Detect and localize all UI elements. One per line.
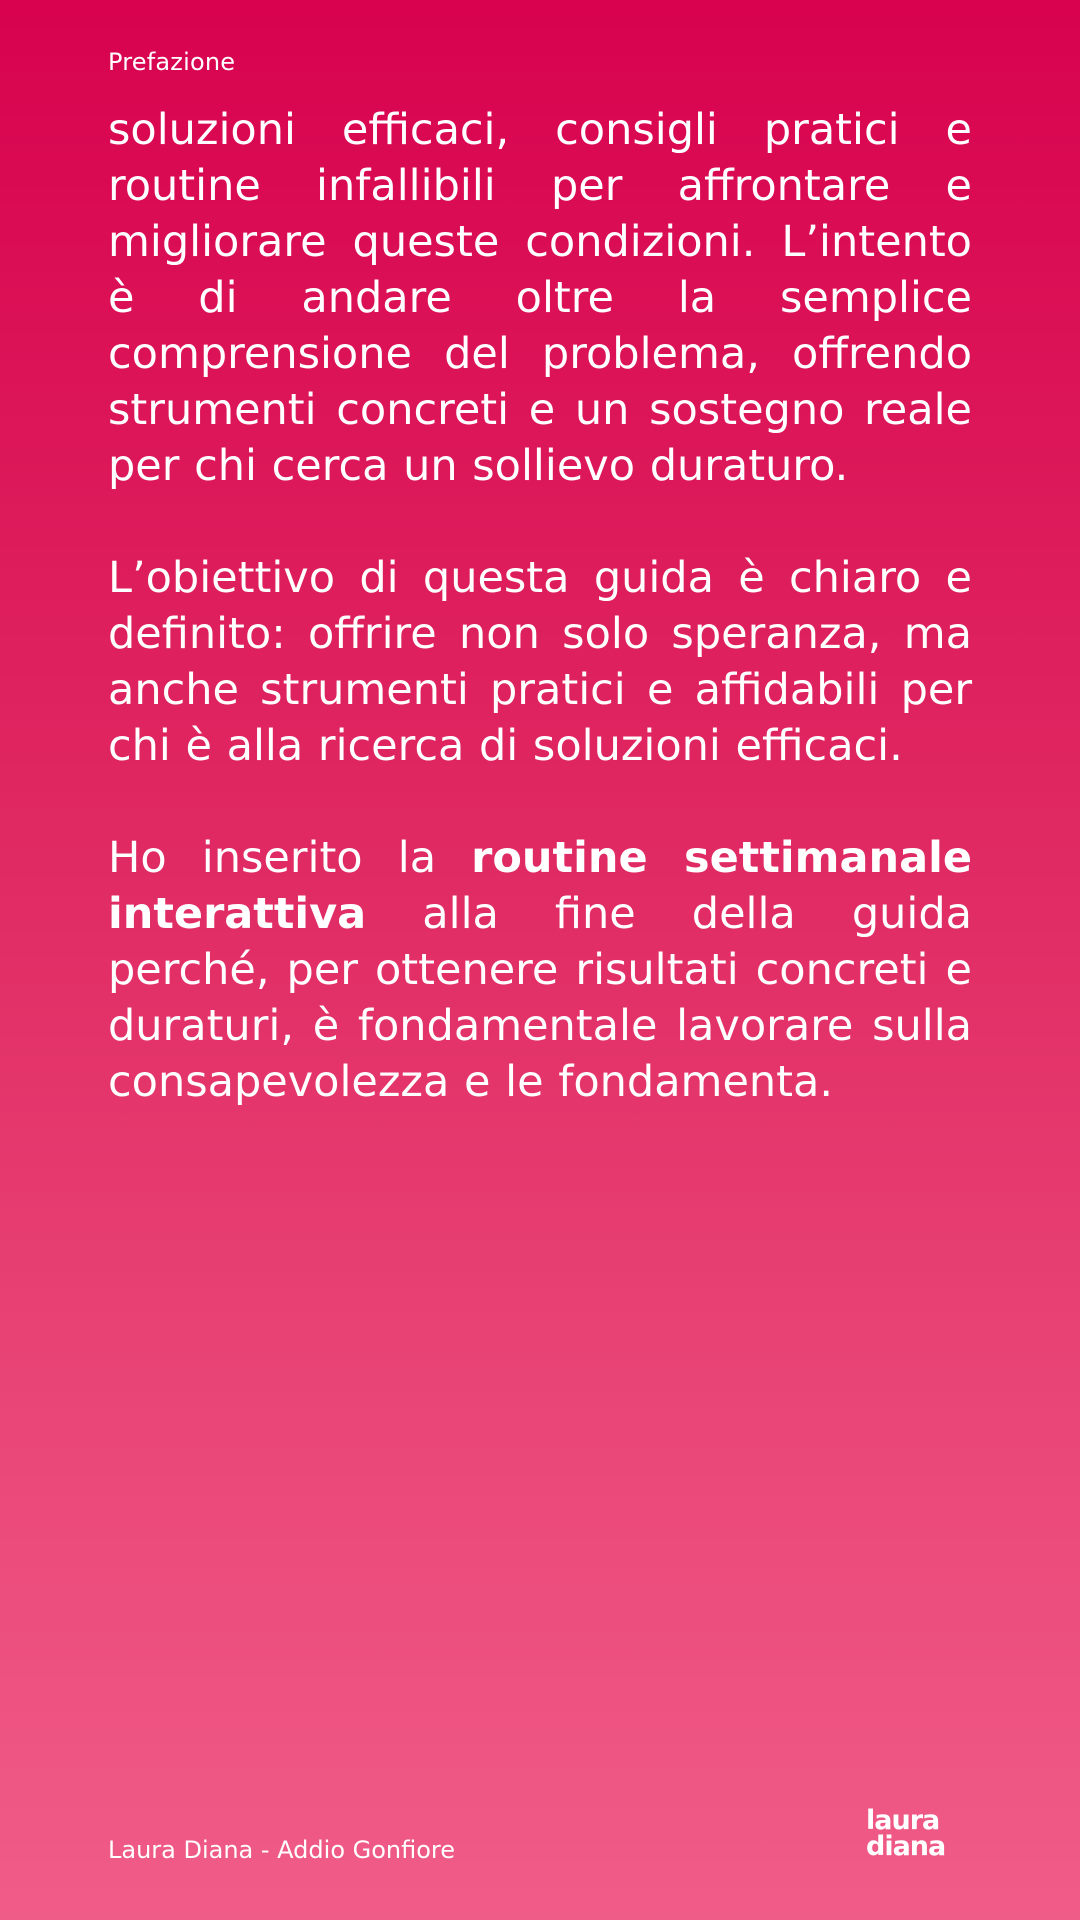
paragraph-1: soluzioni efficaci, consigli pratici e routine infallibili per affrontare e migliorare queste condizioni. L’intento è di andare oltre la semplice comprensione del problema, offrendo strumenti concreti e un sostegno reale per chi cerca un sollievo duraturo. — [108, 105, 972, 491]
brand-logo — [866, 1805, 962, 1864]
paragraph-3-end: alla fine della guida perché, per ottenere risultati concreti e duraturi, è fondamentale lavorare sulla consapevolezza e le fondamenta. — [108, 889, 972, 1107]
logo-line-2: diana — [866, 1831, 946, 1862]
logo-line-1: laura — [866, 1805, 940, 1836]
body-text — [108, 102, 972, 1166]
paragraph-3 — [108, 830, 972, 1110]
paragraph-3-emphasis: routine settimanale interattiva — [108, 833, 972, 939]
paragraph-2: L’obiettivo di questa guida è chiaro e definito: offrire non solo speranza, ma anche strumenti pratici e affidabili per chi è alla ricerca di soluzioni efficaci. — [108, 553, 972, 771]
paragraph-3-start: Ho inserito la — [108, 833, 472, 883]
section-title: Prefazione — [108, 48, 236, 76]
footer-author-title: Laura Diana - Addio Gonfiore — [108, 1836, 456, 1864]
